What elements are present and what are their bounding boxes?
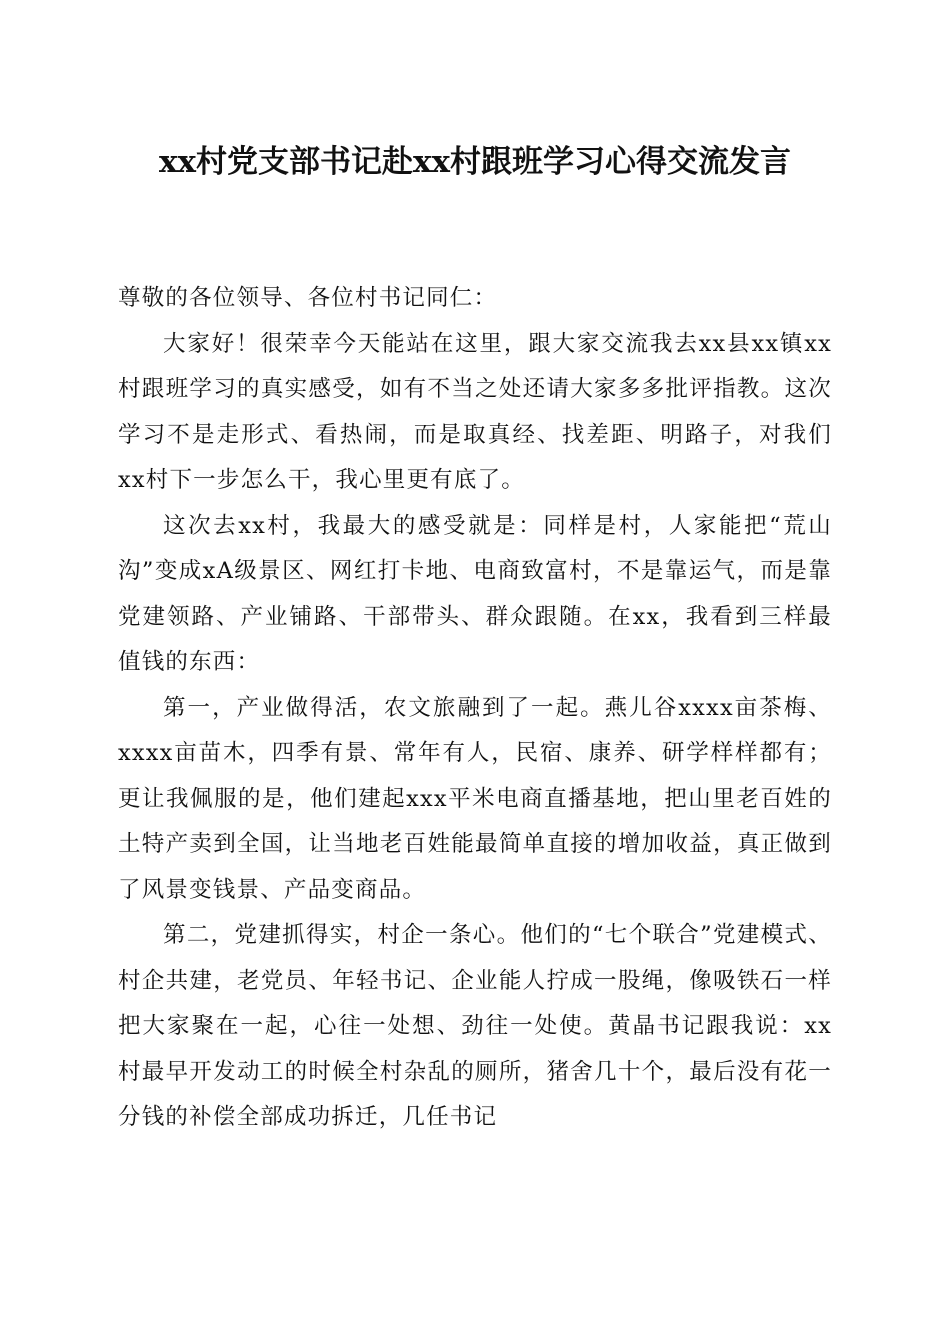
paragraph-lead: 第一，产业做得活，农文旅融到了一起。	[163, 694, 605, 721]
paragraph-4	[118, 913, 832, 1141]
paragraph-lead: 第二，党建抓得实，村企一条心。	[163, 922, 521, 948]
paragraph-text: 大家好！很荣幸今天能站在这里，跟大家交流我去xx县xx镇xx村跟班学习的真实感受，如有不当之处还请大家多多批评指教。这次学习不是走形式、看热闹，而是取真经、找差距、明路子，对我们xx村下一步怎么干，我心里更有底了。	[118, 330, 832, 493]
document-body	[118, 276, 832, 1141]
paragraph-1	[118, 322, 832, 504]
paragraph-3	[118, 686, 832, 914]
document-title: xx村党支部书记赴xx村跟班学习心得交流发言	[159, 144, 791, 180]
salutation: 尊敬的各位领导、各位村书记同仁：	[118, 285, 498, 311]
paragraph-text: 这次去xx村，我最大的感受就是：同样是村，人家能把“荒山沟”变成xA级景区、网红打卡地、电商致富村，不是靠运气，而是靠党建领路、产业铺路、干部带头、群众跟随。在xx，我看到三样最值钱的东西：	[118, 512, 832, 675]
paragraph-text: 燕儿谷xxxx亩茶梅、xxxx亩苗木，四季有景、常年有人，民宿、康养、研学样样都有；更让我佩服的是，他们建起xxx平米电商直播基地，把山里老百姓的土特产卖到全国，让当地老百姓能最简单直接的增加收益，真正做到了风景变钱景、产品变商品。	[118, 694, 832, 903]
paragraph-2	[118, 504, 832, 686]
paragraph-text: 他们的“七个联合”党建模式、村企共建，老党员、年轻书记、企业能人拧成一股绳，像吸铁石一样把大家聚在一起，心往一处想、劲往一处使。黄晶书记跟我说：xx村最早开发动工的时候全村杂乱的厕所，猪舍几十个，最后没有花一分钱的补偿全部成功拆迁，几任书记	[118, 922, 832, 1130]
